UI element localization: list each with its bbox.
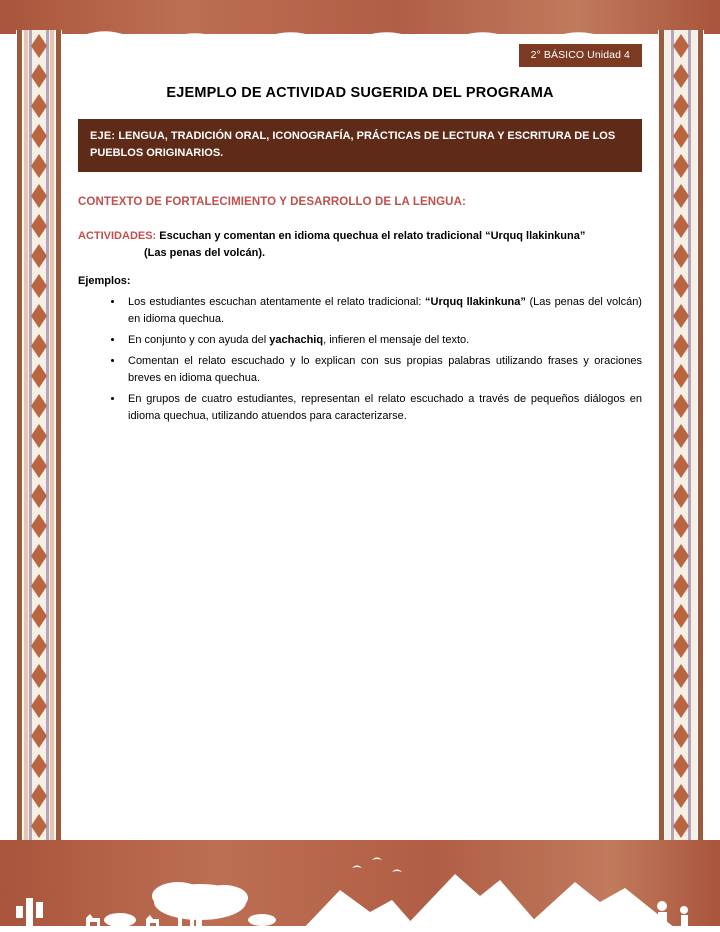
- plain-text: En conjunto y con ayuda del: [128, 334, 270, 347]
- eje-text: LENGUA, TRADICIÓN ORAL, ICONOGRAFÍA, PRÁCTICAS DE LECTURA Y ESCRITURA DE LOS PUEBLOS ORIGINARIOS.: [90, 130, 616, 160]
- plain-text: Los estudiantes escuchan atentamente el relato tradicional:: [128, 296, 426, 309]
- activities-text: Escuchan y comentan en idioma quechua el relato tradicional “Urquq llakinkuna”: [159, 230, 586, 243]
- unit-badge: 2° BÁSICO Unidad 4: [519, 44, 642, 67]
- emphasized-text: “Urquq llakinkuna”: [425, 296, 526, 309]
- activities-subtext: (Las penas del volcán).: [144, 246, 266, 259]
- eje-label: EJE:: [90, 130, 116, 142]
- examples-list: [78, 294, 642, 425]
- activities-label: ACTIVIDADES:: [78, 230, 157, 243]
- plain-text: Comentan el relato escuchado y lo explican con sus propias palabras utilizando frases y oraciones breves en idioma quechua.: [128, 355, 642, 385]
- activities-block: [78, 228, 642, 261]
- document-content: [78, 44, 642, 429]
- badge-row: [78, 44, 642, 67]
- list-item: [124, 353, 642, 387]
- eje-box: [78, 119, 642, 172]
- plain-text: En grupos de cuatro estudiantes, representan el relato escuchado a través de pequeños diálogos en idioma quechua, utilizando atuendos para caracterizarse.: [128, 393, 642, 423]
- page-title: EJEMPLO DE ACTIVIDAD SUGERIDA DEL PROGRAMA: [166, 85, 554, 101]
- emphasized-text: yachachiq: [269, 334, 324, 347]
- list-item: [124, 294, 642, 328]
- andean-woven-border-left: [16, 30, 62, 850]
- plain-text: (Las penas del volcán) en idioma quechua.: [128, 296, 642, 326]
- list-item: [124, 391, 642, 425]
- andean-landscape-silhouette: [0, 840, 720, 932]
- andean-woven-border-right: [658, 30, 704, 850]
- examples-label: Ejemplos:: [78, 275, 131, 288]
- plain-text: , infieren el mensaje del texto.: [323, 334, 470, 347]
- list-item: [124, 332, 642, 349]
- context-heading: CONTEXTO DE FORTALECIMIENTO Y DESARROLLO DE LA LENGUA:: [78, 196, 466, 209]
